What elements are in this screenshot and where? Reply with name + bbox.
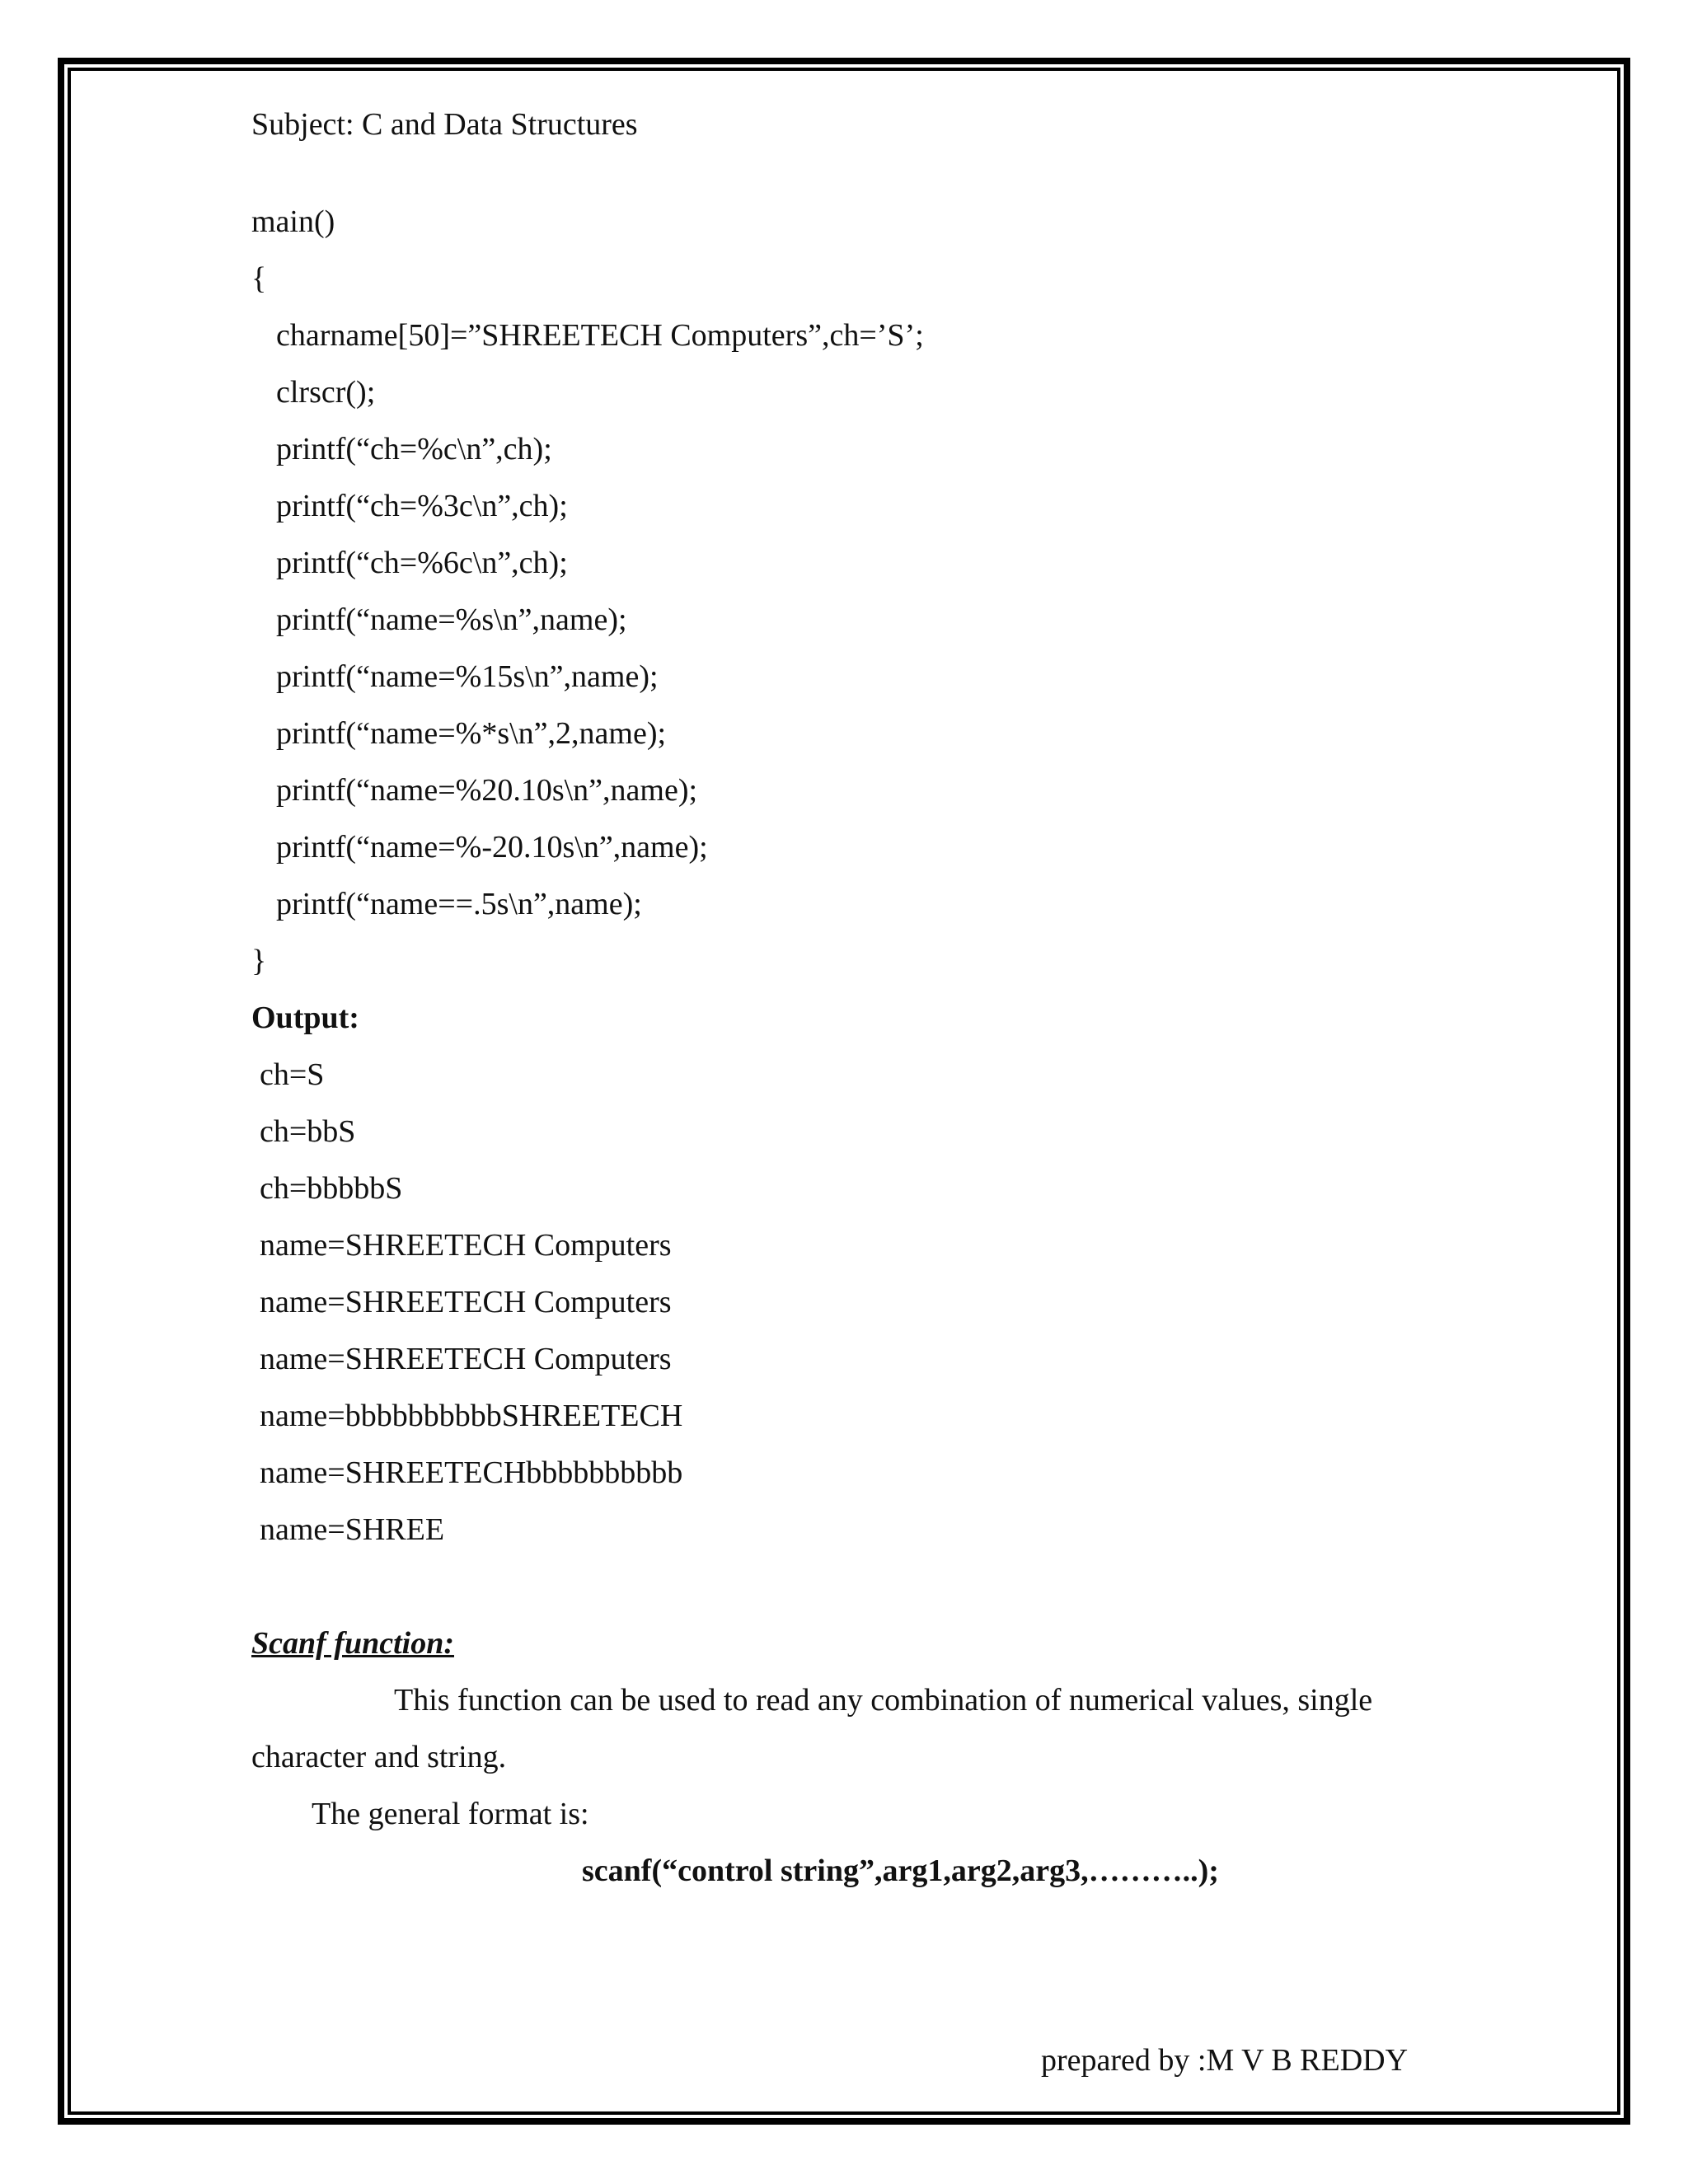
code-line: printf(“name==.5s\n”,name);: [276, 887, 642, 921]
output-line: ch=bbS: [260, 1114, 356, 1149]
footer-author: prepared by :M V B REDDY: [1041, 2043, 1409, 2078]
code-line: printf(“ch=%3c\n”,ch);: [276, 489, 568, 523]
output-line: name=SHREETECH Computers: [260, 1342, 672, 1376]
output-heading: Output:: [251, 1001, 359, 1035]
output-line: name=SHREE: [260, 1512, 445, 1547]
code-line: printf(“ch=%6c\n”,ch);: [276, 546, 568, 580]
output-line: ch=bbbbbS: [260, 1171, 403, 1206]
output-line: name=SHREETECH Computers: [260, 1285, 672, 1319]
general-format-label: The general format is:: [312, 1797, 589, 1831]
code-line: printf(“name=%*s\n”,2,name);: [276, 716, 667, 751]
output-line: ch=S: [260, 1057, 325, 1092]
code-line: main(): [251, 204, 335, 239]
scanf-paragraph-line-1: This function can be used to read any combination of numerical values, single: [394, 1683, 1373, 1718]
code-line: }: [251, 944, 267, 978]
code-line: printf(“name=%20.10s\n”,name);: [276, 773, 698, 808]
scanf-heading: Scanf function:: [251, 1626, 454, 1661]
output-line: name=bbbbbbbbbbSHREETECH: [260, 1399, 683, 1433]
code-line: printf(“name=%s\n”,name);: [276, 602, 627, 637]
scanf-paragraph-line-2: character and string.: [251, 1740, 507, 1774]
subject-header: Subject: C and Data Structures: [251, 107, 638, 142]
code-line: clrscr();: [276, 375, 376, 410]
output-line: name=SHREETECH Computers: [260, 1228, 672, 1263]
code-line: printf(“name=%15s\n”,name);: [276, 659, 659, 694]
code-line: {: [251, 261, 267, 296]
output-line: name=SHREETECHbbbbbbbbbb: [260, 1455, 683, 1490]
code-line: printf(“ch=%c\n”,ch);: [276, 432, 552, 466]
code-line: charname[50]=”SHREETECH Computers”,ch=’S’;: [276, 318, 924, 353]
code-line: printf(“name=%-20.10s\n”,name);: [276, 830, 708, 865]
scanf-syntax: scanf(“control string”,arg1,arg2,arg3,………..);: [582, 1854, 1219, 1888]
